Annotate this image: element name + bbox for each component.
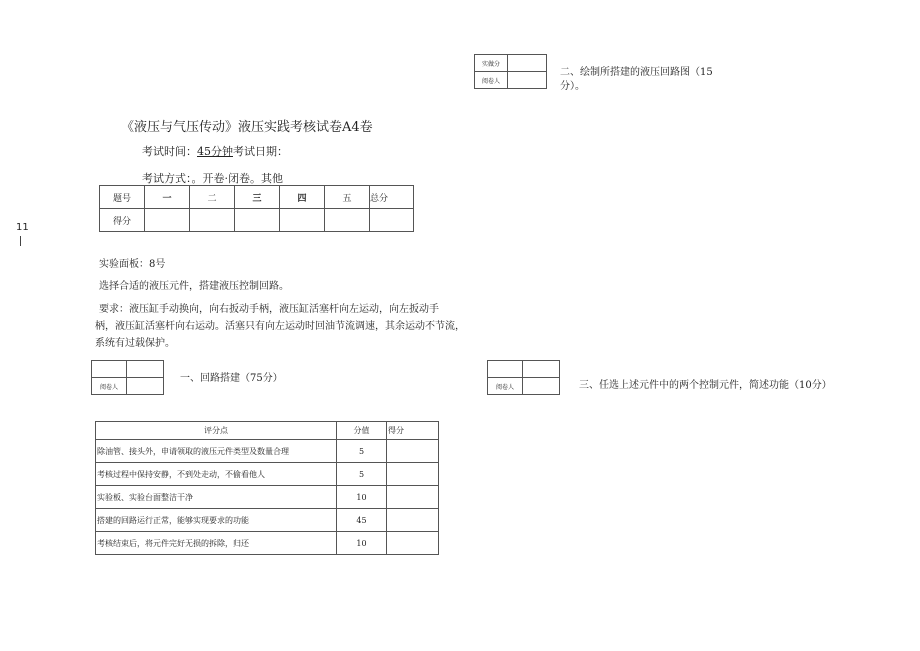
exam-time-label: 考试时间： — [142, 145, 197, 158]
summary-score-cell[interactable] — [325, 209, 370, 232]
section2-reviewer-label: 阅卷人 — [475, 72, 508, 89]
requirement-line-1: 要求：液压缸手动换向，向右扳动手柄，液压缸活塞杆向左运动，向左扳动手 — [99, 304, 439, 315]
summary-score-row — [100, 209, 414, 232]
margin-page-mark: 11 — [16, 222, 29, 233]
section2-score-label: 实做分 — [475, 55, 508, 72]
summary-header-cell: 二 — [190, 186, 235, 209]
summary-score-label: 得分 — [100, 209, 145, 232]
summary-header-cell: 三 — [235, 186, 280, 209]
criteria-earned-cell[interactable] — [387, 509, 439, 532]
criteria-earned-cell[interactable] — [387, 532, 439, 555]
section1-reviewer-label: 阅卷人 — [92, 378, 127, 395]
summary-score-cell[interactable] — [280, 209, 325, 232]
criteria-header-earned: 得分 — [387, 422, 439, 440]
criteria-item: 除油管、接头外，申请领取的液压元件类型及数量合理 — [96, 440, 337, 463]
summary-header-row — [100, 186, 414, 209]
criteria-earned-cell[interactable] — [387, 440, 439, 463]
criteria-item: 考核结束后，将元件完好无损的拆除，归还 — [96, 532, 337, 555]
criteria-item: 考核过程中保持安静，不到处走动，不偷看他人 — [96, 463, 337, 486]
section2-reviewer-cell[interactable] — [508, 72, 547, 89]
section3-score-box — [487, 360, 560, 395]
section3-score-cell[interactable] — [523, 361, 560, 378]
summary-score-cell[interactable] — [190, 209, 235, 232]
section1-score-box — [91, 360, 164, 395]
section3-reviewer-cell[interactable] — [523, 378, 560, 395]
section1-score-cell[interactable] — [127, 361, 164, 378]
requirement-line-3: 系统有过载保护。 — [95, 338, 175, 349]
requirement-line-2: 柄，液压缸活塞杆向右运动。活塞只有向左运动时回油节流调速，其余运动不节流， — [95, 321, 465, 332]
criteria-header-row — [96, 422, 439, 440]
criteria-score: 5 — [337, 440, 387, 463]
exam-mode: 考试方式：。开卷·闭卷。其他 — [142, 172, 283, 185]
section1-score-cell[interactable] — [92, 361, 127, 378]
summary-score-cell[interactable] — [145, 209, 190, 232]
summary-header-cell: 五 — [325, 186, 370, 209]
summary-header-cell: 四 — [280, 186, 325, 209]
margin-vertical-bar — [20, 236, 21, 246]
criteria-item: 搭建的回路运行正常，能够实现要求的功能 — [96, 509, 337, 532]
criteria-row — [96, 486, 439, 509]
exam-time-value: 45分钟 — [197, 145, 233, 158]
section1-reviewer-cell[interactable] — [127, 378, 164, 395]
criteria-header-score: 分值 — [337, 422, 387, 440]
criteria-row — [96, 532, 439, 555]
criteria-row — [96, 509, 439, 532]
panel-number: 实验面板：8号 — [99, 259, 166, 270]
exam-date-label: 考试日期： — [233, 145, 288, 158]
section3-reviewer-label: 阅卷人 — [488, 378, 523, 395]
section2-score-box — [474, 54, 547, 89]
criteria-earned-cell[interactable] — [387, 486, 439, 509]
criteria-score: 10 — [337, 486, 387, 509]
criteria-table — [95, 421, 439, 555]
exam-time-line — [142, 143, 288, 159]
section2-title-line-2: 分）。 — [560, 81, 585, 92]
summary-header-cell: 总分 — [370, 186, 414, 209]
criteria-row — [96, 463, 439, 486]
summary-score-cell[interactable] — [370, 209, 414, 232]
criteria-earned-cell[interactable] — [387, 463, 439, 486]
section3-title: 三、任选上述元件中的两个控制元件，简述功能（10分） — [579, 380, 832, 391]
section2-title-line-1: 二、绘制所搭建的液压回路图（15 — [560, 67, 713, 78]
criteria-score: 10 — [337, 532, 387, 555]
section1-title: 一、回路搭建（75分） — [180, 373, 283, 384]
criteria-score: 5 — [337, 463, 387, 486]
section3-score-cell[interactable] — [488, 361, 523, 378]
criteria-score: 45 — [337, 509, 387, 532]
criteria-item: 实验板、实验台面整洁干净 — [96, 486, 337, 509]
page-title: 《液压与气压传动》液压实践考核试卷A4卷 — [121, 120, 373, 135]
summary-header-cell: 题号 — [100, 186, 145, 209]
summary-header-cell: 一 — [145, 186, 190, 209]
criteria-row — [96, 440, 439, 463]
section2-score-cell[interactable] — [508, 55, 547, 72]
instruction-text: 选择合适的液压元件，搭建液压控制回路。 — [99, 281, 289, 292]
criteria-header-item: 评分点 — [96, 422, 337, 440]
summary-score-table — [99, 185, 414, 232]
summary-score-cell[interactable] — [235, 209, 280, 232]
